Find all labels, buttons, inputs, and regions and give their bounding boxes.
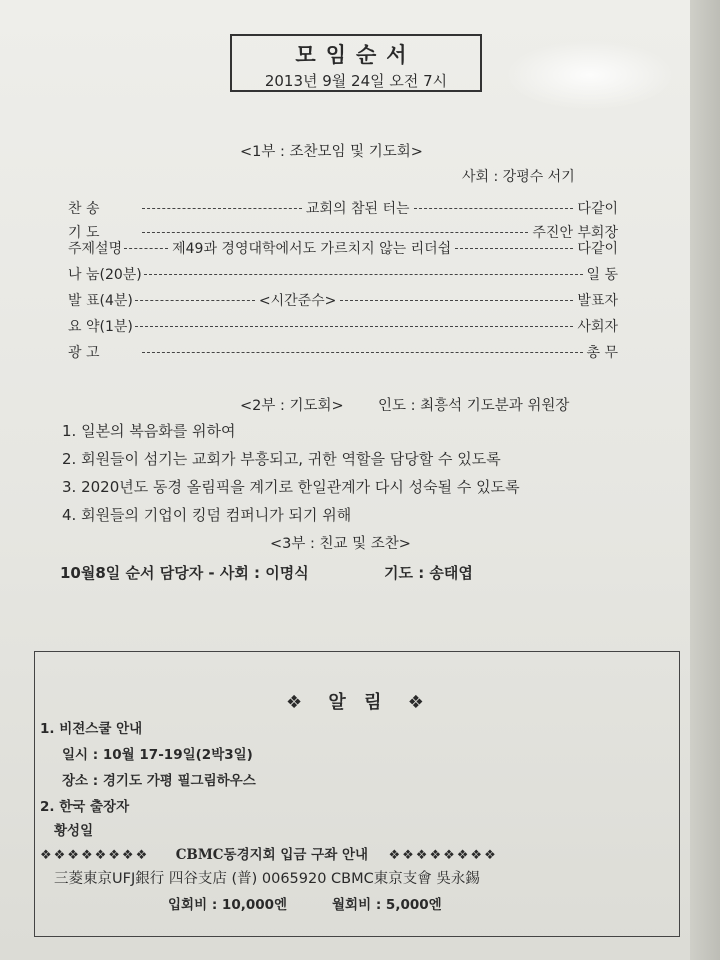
account-heading: CBMC동경지회 입금 구좌 안내 — [175, 847, 369, 863]
row-right: 총 무 — [586, 345, 618, 361]
part1-heading: <1부 : 조찬모임 및 기도회> — [240, 144, 423, 160]
notice-item1-date: 일시 : 10월 17-19일(2박3일) — [62, 747, 253, 763]
program-row — [68, 238, 618, 258]
next-duty-host: 10월8일 순서 담당자 - 사회 : 이명식 — [60, 564, 309, 582]
row-label: 주제설명 — [68, 241, 123, 257]
program-row — [68, 316, 618, 336]
prayer-item: 2. 회원들이 섬기는 교회가 부흥되고, 귀한 역할을 담당할 수 있도록 — [62, 450, 501, 468]
meeting-date: 2013년 9월 24일 오전 7시 — [264, 72, 448, 90]
paper-edge — [690, 0, 720, 960]
prayer-item: 4. 회원들의 기업이 킹덤 컴퍼니가 되기 위해 — [62, 506, 352, 524]
part2-leader: 인도 : 최흥석 기도분과 위원장 — [378, 398, 570, 414]
account-heading-row — [40, 843, 498, 863]
program-row — [68, 264, 618, 284]
blurred-area — [505, 40, 675, 110]
diamond-row-icon: ❖❖❖❖❖❖❖❖ — [40, 848, 150, 863]
diamond-ornament-icon: ❖ — [407, 692, 430, 713]
part1-host: 사회 : 강평수 서기 — [462, 169, 575, 185]
notice-item1-title: 1. 비젼스쿨 안내 — [40, 721, 143, 737]
row-label: 나 눔(20분) — [68, 267, 142, 283]
notice-item1-place: 장소 : 경기도 가평 필그림하우스 — [62, 773, 256, 789]
page-title: 모임순서 — [295, 43, 417, 67]
row-middle: <시간준수> — [258, 293, 337, 309]
row-label: 찬 송 — [68, 201, 100, 217]
row-middle: 제49과 경영대학에서도 가르치지 않는 리더쉽 — [172, 241, 452, 257]
row-label: 발 표(4분) — [68, 293, 133, 309]
row-label: 광 고 — [68, 345, 100, 361]
diamond-ornament-icon: ❖ — [286, 692, 309, 713]
monthly-fee: 월회비 : 5,000엔 — [332, 897, 442, 913]
program-row — [68, 342, 618, 362]
part2-heading: <2부 : 기도회> — [240, 398, 344, 414]
prayer-item: 1. 일본의 복음화를 위하여 — [62, 422, 236, 440]
row-middle: 교회의 참된 터는 — [305, 201, 410, 217]
next-duty-prayer: 기도 : 송태엽 — [384, 564, 473, 582]
diamond-row-icon: ❖❖❖❖❖❖❖❖ — [388, 848, 498, 863]
bank-account-line: 三菱東京UFJ銀行 四谷支店 (普) 0065920 CBMC東京支會 吳永錫 — [54, 871, 480, 887]
row-right: 다같이 — [577, 241, 618, 257]
part3-heading: <3부 : 친교 및 조찬> — [270, 536, 411, 552]
row-right: 주진안 부회장 — [532, 225, 618, 241]
row-right: 사회자 — [577, 319, 618, 335]
row-right: 일 동 — [586, 267, 618, 283]
prayer-item: 3. 2020년도 동경 올림픽을 계기로 한일관계가 다시 성숙될 수 있도록 — [62, 478, 520, 496]
notice-title: 알 림 — [328, 692, 388, 713]
row-label: 기 도 — [68, 225, 100, 241]
entry-fee: 입회비 : 10,000엔 — [168, 897, 288, 913]
notice-item2-person: 황성일 — [54, 823, 94, 839]
notice-title-row — [286, 688, 430, 714]
row-right: 다같이 — [577, 201, 618, 217]
notice-item2-title: 2. 한국 출장자 — [40, 799, 130, 815]
row-right: 발표자 — [577, 293, 618, 309]
program-row — [68, 290, 618, 310]
program-row — [68, 198, 618, 218]
title-box — [230, 34, 482, 92]
row-label: 요 약(1분) — [68, 319, 133, 335]
